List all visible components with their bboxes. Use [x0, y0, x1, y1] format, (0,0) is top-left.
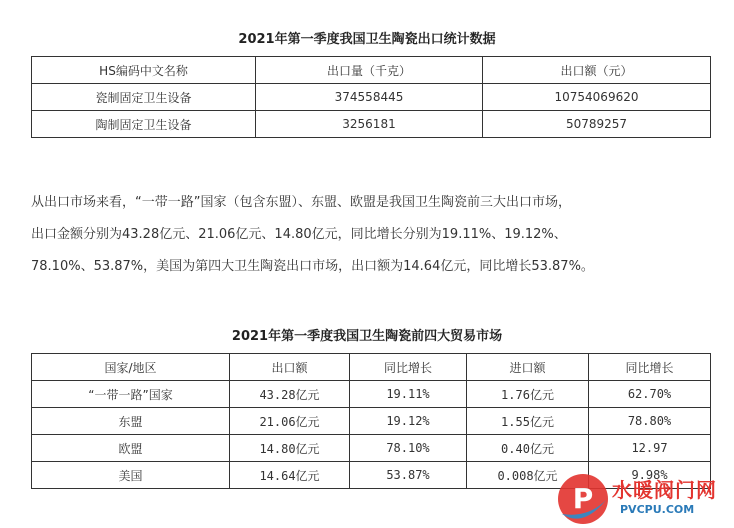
header-cell: 同比增长 — [350, 354, 467, 381]
table-cell: 东盟 — [32, 408, 230, 435]
table-cell: 欧盟 — [32, 435, 230, 462]
table-cell: 43.28亿元 — [230, 381, 350, 408]
table-cell: 21.06亿元 — [230, 408, 350, 435]
header-cell: 同比增长 — [589, 354, 711, 381]
header-cell: 国家/地区 — [32, 354, 230, 381]
table-cell: 50789257 — [483, 111, 711, 138]
body-paragraph — [31, 187, 711, 283]
table-row — [32, 381, 711, 408]
watermark-text: 水暖阀门网 — [612, 478, 717, 502]
table-cell: 14.80亿元 — [230, 435, 350, 462]
table-row — [32, 84, 711, 111]
header-cell: HS编码中文名称 — [32, 57, 256, 84]
table-cell: 1.55亿元 — [467, 408, 589, 435]
paragraph-line: 78.10%、53.87%，美国为第四大卫生陶瓷出口市场，出口额为14.64亿元，同比增长53.87%。 — [31, 259, 594, 274]
header-cell: 出口量（千克） — [256, 57, 483, 84]
table-cell: 12.97 — [589, 435, 711, 462]
table-header-row — [32, 57, 711, 84]
site-watermark — [554, 470, 734, 528]
table-cell: 美国 — [32, 462, 230, 489]
table-cell: 14.64亿元 — [230, 462, 350, 489]
table-cell: 62.70% — [589, 381, 711, 408]
table-cell: 0.40亿元 — [467, 435, 589, 462]
table-cell: 19.12% — [350, 408, 467, 435]
table1-title: 2021年第一季度我国卫生陶瓷出口统计数据 — [238, 32, 496, 47]
table-cell: 19.11% — [350, 381, 467, 408]
table-cell: 0.008亿元 — [467, 462, 589, 489]
header-cell: 进口额 — [467, 354, 589, 381]
table-cell: “一带一路”国家 — [32, 381, 230, 408]
table2-title: 2021年第一季度我国卫生陶瓷前四大贸易市场 — [231, 329, 503, 344]
table-cell: 9.98% — [589, 462, 711, 489]
trade-markets-table — [31, 353, 711, 489]
table-cell: 陶制固定卫生设备 — [32, 111, 256, 138]
table-cell: 10754069620 — [483, 84, 711, 111]
table-cell: 瓷制固定卫生设备 — [32, 84, 256, 111]
pvc-logo-icon — [554, 470, 612, 528]
table-cell: 374558445 — [256, 84, 483, 111]
svg-text:P: P — [572, 482, 594, 515]
table-cell: 78.10% — [350, 435, 467, 462]
paragraph-line: 从出口市场来看，“一带一路”国家（包含东盟）、东盟、欧盟是我国卫生陶瓷前三大出口市场， — [31, 195, 571, 210]
table-row — [32, 111, 711, 138]
export-stats-table — [31, 56, 711, 138]
watermark-url: PVCPU.COM — [620, 503, 695, 516]
table-header-row — [32, 354, 711, 381]
table-cell: 1.76亿元 — [467, 381, 589, 408]
header-cell: 出口额（元） — [483, 57, 711, 84]
table-cell: 78.80% — [589, 408, 711, 435]
table-cell: 3256181 — [256, 111, 483, 138]
table-row — [32, 408, 711, 435]
table-cell: 53.87% — [350, 462, 467, 489]
header-cell: 出口额 — [230, 354, 350, 381]
paragraph-line: 出口金额分别为43.28亿元、21.06亿元、14.80亿元，同比增长分别为19.11%、19.12%、 — [31, 227, 567, 242]
table-row — [32, 435, 711, 462]
